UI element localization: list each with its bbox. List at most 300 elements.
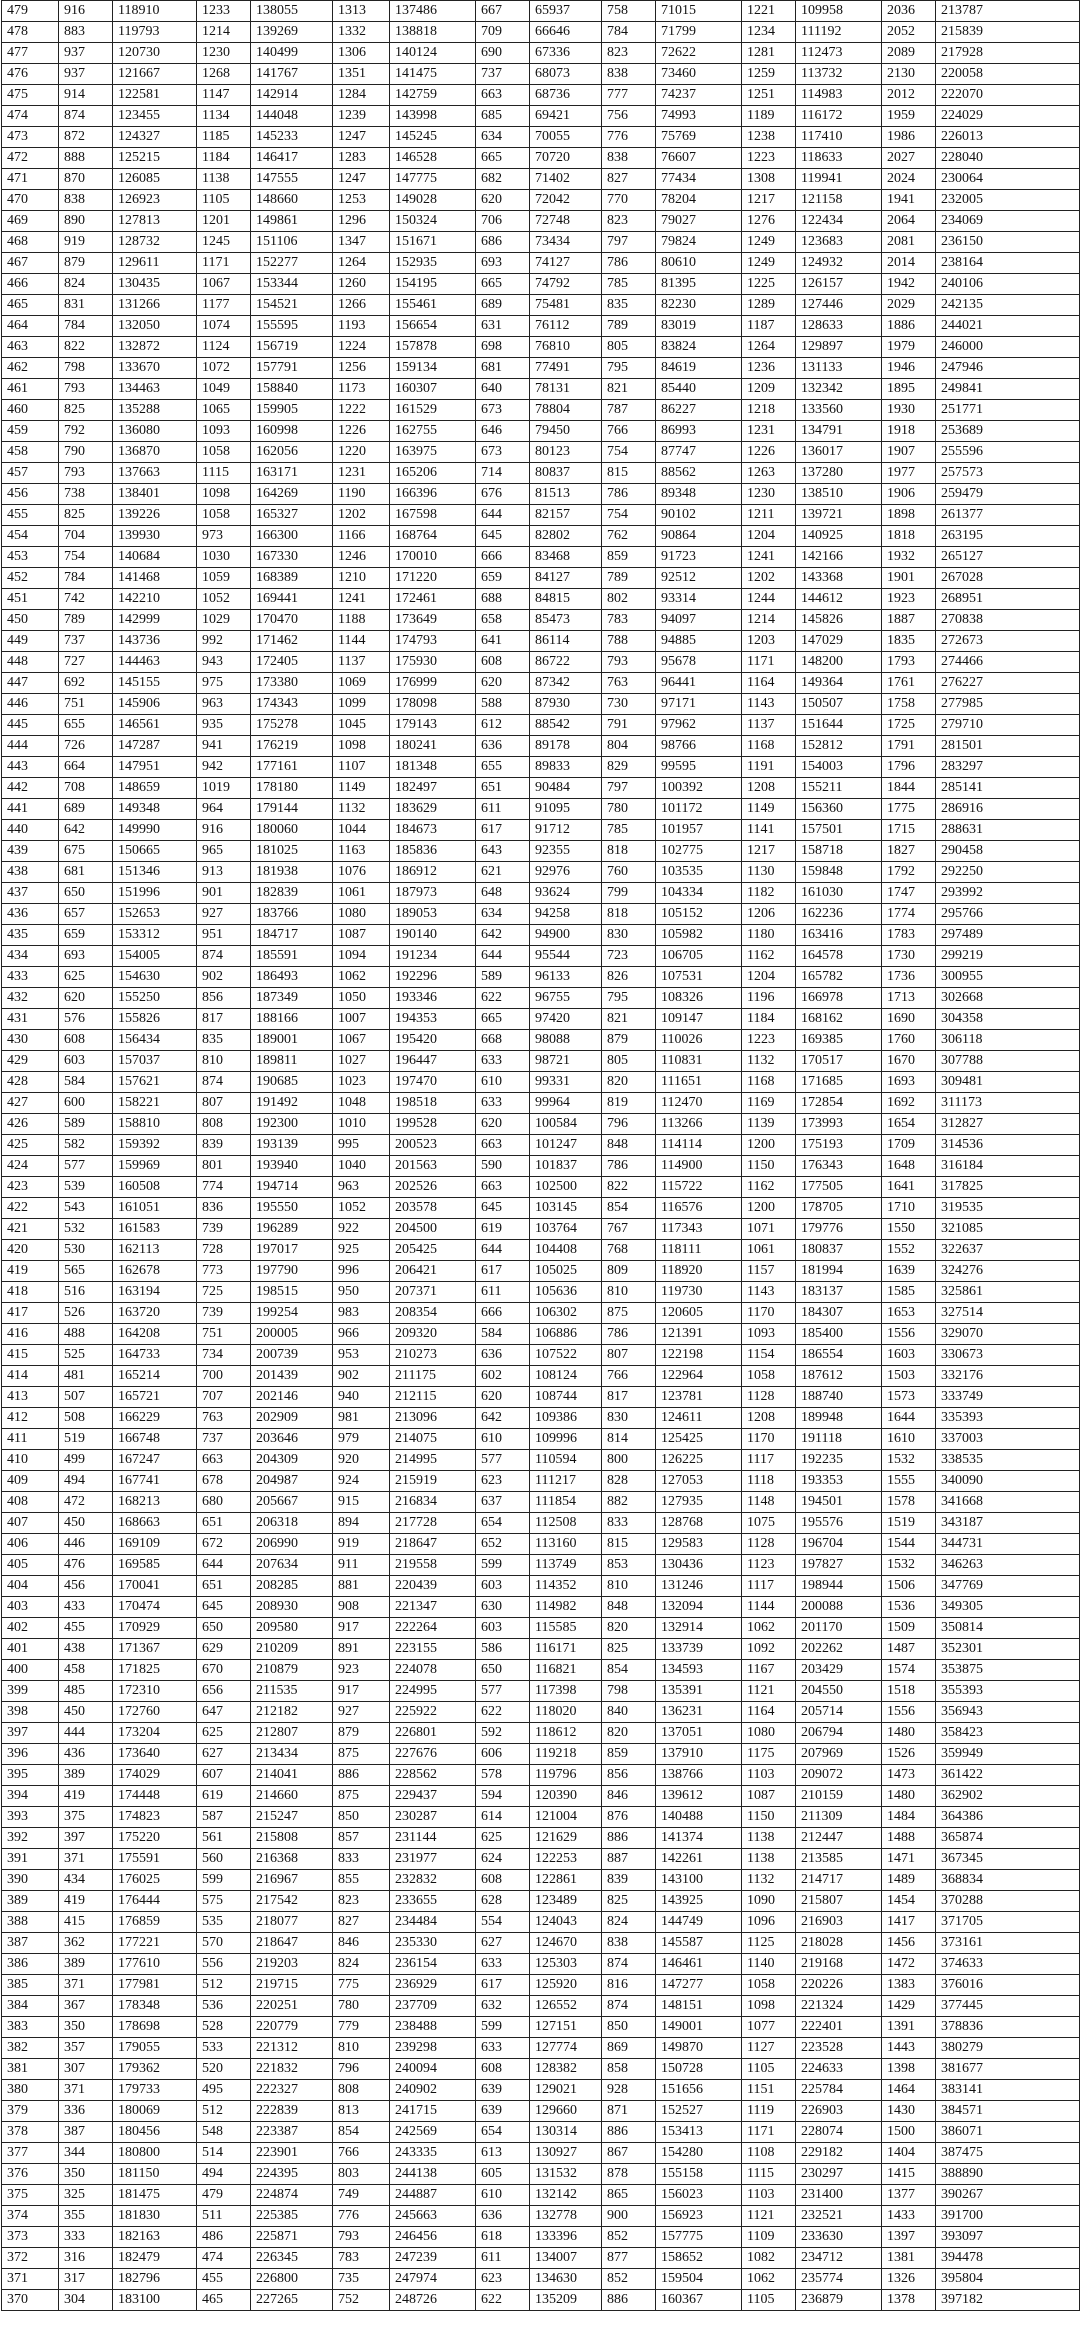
- cell-cumulative-5: 107531: [656, 967, 742, 988]
- cell-count-3: 850: [333, 1807, 390, 1828]
- cell-count-1: 433: [59, 1597, 113, 1618]
- cell-cumulative-2: 219715: [251, 1975, 333, 1996]
- cell-count-5: 810: [602, 1576, 656, 1597]
- cell-cumulative-7: 232005: [936, 190, 1080, 211]
- cell-cumulative-3: 238488: [390, 2017, 476, 2038]
- cell-count-4: 623: [476, 2269, 530, 2290]
- cell-count-4: 668: [476, 1030, 530, 1051]
- cell-count-7: 1500: [882, 2122, 936, 2143]
- cell-cumulative-7: 319535: [936, 1198, 1080, 1219]
- cell-count-1: 589: [59, 1114, 113, 1135]
- cell-cumulative-6: 148200: [796, 652, 882, 673]
- cell-count-3: 1023: [333, 1072, 390, 1093]
- cell-cumulative-1: 151346: [113, 862, 197, 883]
- cell-cumulative-5: 118920: [656, 1261, 742, 1282]
- cell-score: 430: [2, 1030, 59, 1051]
- cell-cumulative-6: 173993: [796, 1114, 882, 1135]
- cell-cumulative-4: 96133: [530, 967, 602, 988]
- cell-count-7: 1573: [882, 1387, 936, 1408]
- cell-cumulative-1: 126923: [113, 190, 197, 211]
- cell-cumulative-4: 99964: [530, 1093, 602, 1114]
- cell-score: 398: [2, 1702, 59, 1723]
- cell-cumulative-3: 178098: [390, 694, 476, 715]
- cell-count-4: 689: [476, 295, 530, 316]
- table-row: [2, 610, 1080, 631]
- cell-count-2: 810: [197, 1051, 251, 1072]
- cell-cumulative-4: 121004: [530, 1807, 602, 1828]
- cell-count-7: 1550: [882, 1219, 936, 1240]
- cell-count-6: 1223: [742, 1030, 796, 1051]
- cell-cumulative-6: 157501: [796, 820, 882, 841]
- cell-count-3: 1220: [333, 442, 390, 463]
- cell-cumulative-1: 169585: [113, 1555, 197, 1576]
- cell-count-6: 1121: [742, 1681, 796, 1702]
- cell-count-7: 1941: [882, 190, 936, 211]
- cell-count-3: 1283: [333, 148, 390, 169]
- cell-count-6: 1168: [742, 736, 796, 757]
- cell-cumulative-6: 201170: [796, 1618, 882, 1639]
- cell-count-6: 1230: [742, 484, 796, 505]
- cell-cumulative-2: 215247: [251, 1807, 333, 1828]
- cell-count-5: 822: [602, 1177, 656, 1198]
- cell-count-7: 1487: [882, 1639, 936, 1660]
- cell-cumulative-1: 180069: [113, 2101, 197, 2122]
- table-row: [2, 316, 1080, 337]
- cell-cumulative-3: 214995: [390, 1450, 476, 1471]
- cell-count-3: 1266: [333, 295, 390, 316]
- cell-count-2: 663: [197, 1450, 251, 1471]
- cell-cumulative-1: 158221: [113, 1093, 197, 1114]
- cell-cumulative-4: 120390: [530, 1786, 602, 1807]
- cell-cumulative-4: 118020: [530, 1702, 602, 1723]
- cell-count-5: 846: [602, 1786, 656, 1807]
- cell-count-4: 608: [476, 2059, 530, 2080]
- cell-count-6: 1090: [742, 1891, 796, 1912]
- table-row: [2, 946, 1080, 967]
- table-row: [2, 1975, 1080, 1996]
- cell-cumulative-6: 200088: [796, 1597, 882, 1618]
- cell-score: 436: [2, 904, 59, 925]
- cell-cumulative-3: 236154: [390, 1954, 476, 1975]
- cell-cumulative-5: 127935: [656, 1492, 742, 1513]
- cell-cumulative-5: 150728: [656, 2059, 742, 2080]
- cell-cumulative-2: 225871: [251, 2227, 333, 2248]
- cell-count-3: 1296: [333, 211, 390, 232]
- table-row: [2, 232, 1080, 253]
- cell-cumulative-5: 139612: [656, 1786, 742, 1807]
- cell-cumulative-2: 172405: [251, 652, 333, 673]
- cell-count-1: 532: [59, 1219, 113, 1240]
- cell-count-5: 876: [602, 1807, 656, 1828]
- cell-score: 440: [2, 820, 59, 841]
- cell-count-4: 612: [476, 715, 530, 736]
- cell-cumulative-1: 168213: [113, 1492, 197, 1513]
- cell-count-4: 652: [476, 1534, 530, 1555]
- cell-count-6: 1264: [742, 337, 796, 358]
- cell-count-4: 614: [476, 1807, 530, 1828]
- cell-count-4: 603: [476, 1576, 530, 1597]
- cell-cumulative-2: 210879: [251, 1660, 333, 1681]
- table-row: [2, 442, 1080, 463]
- cell-cumulative-6: 178705: [796, 1198, 882, 1219]
- cell-cumulative-4: 84127: [530, 568, 602, 589]
- table-row: [2, 2122, 1080, 2143]
- cell-cumulative-5: 141374: [656, 1828, 742, 1849]
- cell-count-5: 823: [602, 43, 656, 64]
- cell-cumulative-7: 371705: [936, 1912, 1080, 1933]
- cell-count-1: 708: [59, 778, 113, 799]
- cell-count-5: 804: [602, 736, 656, 757]
- cell-count-1: 419: [59, 1891, 113, 1912]
- cell-cumulative-2: 200739: [251, 1345, 333, 1366]
- cell-cumulative-7: 368834: [936, 1870, 1080, 1891]
- cell-cumulative-7: 359949: [936, 1744, 1080, 1765]
- cell-cumulative-4: 114982: [530, 1597, 602, 1618]
- cell-count-2: 839: [197, 1135, 251, 1156]
- cell-cumulative-6: 162236: [796, 904, 882, 925]
- cell-count-4: 665: [476, 148, 530, 169]
- cell-cumulative-4: 68736: [530, 85, 602, 106]
- cell-count-6: 1281: [742, 43, 796, 64]
- cell-count-1: 367: [59, 1996, 113, 2017]
- cell-count-7: 1417: [882, 1912, 936, 1933]
- cell-count-1: 659: [59, 925, 113, 946]
- cell-cumulative-1: 149990: [113, 820, 197, 841]
- cell-count-2: 739: [197, 1303, 251, 1324]
- cell-cumulative-2: 187349: [251, 988, 333, 1009]
- cell-count-2: 1134: [197, 106, 251, 127]
- table-row: [2, 1051, 1080, 1072]
- cell-count-3: 1351: [333, 64, 390, 85]
- cell-count-5: 795: [602, 358, 656, 379]
- cell-cumulative-6: 196704: [796, 1534, 882, 1555]
- cell-count-7: 1519: [882, 1513, 936, 1534]
- cell-count-4: 645: [476, 1198, 530, 1219]
- cell-count-5: 770: [602, 190, 656, 211]
- cell-count-6: 1162: [742, 946, 796, 967]
- cell-cumulative-4: 68073: [530, 64, 602, 85]
- table-row: [2, 2269, 1080, 2290]
- cell-score: 471: [2, 169, 59, 190]
- cell-cumulative-6: 213585: [796, 1849, 882, 1870]
- cell-cumulative-6: 111192: [796, 22, 882, 43]
- cell-cumulative-3: 230287: [390, 1807, 476, 1828]
- cell-cumulative-7: 324276: [936, 1261, 1080, 1282]
- cell-count-1: 890: [59, 211, 113, 232]
- cell-cumulative-4: 87930: [530, 694, 602, 715]
- table-row: [2, 694, 1080, 715]
- cell-cumulative-3: 150324: [390, 211, 476, 232]
- cell-count-7: 1690: [882, 1009, 936, 1030]
- cell-count-7: 1907: [882, 442, 936, 463]
- cell-cumulative-3: 246456: [390, 2227, 476, 2248]
- cell-count-6: 1151: [742, 2080, 796, 2101]
- cell-count-3: 920: [333, 1450, 390, 1471]
- cell-cumulative-3: 241715: [390, 2101, 476, 2122]
- cell-count-4: 588: [476, 694, 530, 715]
- cell-score: 473: [2, 127, 59, 148]
- cell-cumulative-7: 292250: [936, 862, 1080, 883]
- cell-score: 457: [2, 463, 59, 484]
- cell-cumulative-4: 92355: [530, 841, 602, 862]
- cell-cumulative-3: 179143: [390, 715, 476, 736]
- cell-count-1: 603: [59, 1051, 113, 1072]
- cell-count-3: 1094: [333, 946, 390, 967]
- cell-count-3: 813: [333, 2101, 390, 2122]
- cell-cumulative-5: 155158: [656, 2164, 742, 2185]
- cell-count-1: 444: [59, 1723, 113, 1744]
- cell-cumulative-6: 122434: [796, 211, 882, 232]
- cell-count-2: 1058: [197, 442, 251, 463]
- cell-cumulative-5: 72622: [656, 43, 742, 64]
- cell-count-7: 2036: [882, 1, 936, 22]
- cell-count-2: 629: [197, 1639, 251, 1660]
- cell-cumulative-1: 147287: [113, 736, 197, 757]
- cell-count-7: 1532: [882, 1450, 936, 1471]
- table-row: [2, 484, 1080, 505]
- cell-count-3: 1253: [333, 190, 390, 211]
- cell-cumulative-3: 199528: [390, 1114, 476, 1135]
- cell-cumulative-3: 222264: [390, 1618, 476, 1639]
- cell-score: 439: [2, 841, 59, 862]
- cell-score: 418: [2, 1282, 59, 1303]
- cell-count-7: 1480: [882, 1786, 936, 1807]
- cell-cumulative-5: 120605: [656, 1303, 742, 1324]
- cell-cumulative-7: 316184: [936, 1156, 1080, 1177]
- cell-cumulative-6: 118633: [796, 148, 882, 169]
- cell-count-1: 530: [59, 1240, 113, 1261]
- cell-count-7: 1415: [882, 2164, 936, 2185]
- cell-cumulative-7: 213787: [936, 1, 1080, 22]
- cell-count-2: 1115: [197, 463, 251, 484]
- cell-count-1: 519: [59, 1429, 113, 1450]
- cell-cumulative-5: 112470: [656, 1093, 742, 1114]
- table-row: [2, 148, 1080, 169]
- cell-count-6: 1092: [742, 1639, 796, 1660]
- cell-count-4: 623: [476, 1471, 530, 1492]
- cell-cumulative-7: 222070: [936, 85, 1080, 106]
- cell-cumulative-7: 393097: [936, 2227, 1080, 2248]
- cell-cumulative-5: 128768: [656, 1513, 742, 1534]
- cell-count-4: 630: [476, 1597, 530, 1618]
- cell-count-1: 525: [59, 1345, 113, 1366]
- cell-count-6: 1062: [742, 2269, 796, 2290]
- cell-cumulative-2: 184717: [251, 925, 333, 946]
- cell-cumulative-1: 178698: [113, 2017, 197, 2038]
- cell-count-3: 1306: [333, 43, 390, 64]
- cell-cumulative-6: 235774: [796, 2269, 882, 2290]
- cell-count-1: 914: [59, 85, 113, 106]
- cell-cumulative-7: 350814: [936, 1618, 1080, 1639]
- cell-cumulative-6: 225784: [796, 2080, 882, 2101]
- cell-count-6: 1223: [742, 148, 796, 169]
- cell-count-1: 304: [59, 2290, 113, 2311]
- cell-cumulative-7: 277985: [936, 694, 1080, 715]
- cell-cumulative-1: 150665: [113, 841, 197, 862]
- cell-count-7: 1710: [882, 1198, 936, 1219]
- cell-cumulative-6: 209072: [796, 1765, 882, 1786]
- cell-cumulative-2: 156719: [251, 337, 333, 358]
- cell-count-6: 1139: [742, 1114, 796, 1135]
- cell-score: 373: [2, 2227, 59, 2248]
- cell-count-6: 1103: [742, 1765, 796, 1786]
- cell-count-6: 1150: [742, 1807, 796, 1828]
- cell-score: 467: [2, 253, 59, 274]
- table-row: [2, 2206, 1080, 2227]
- cell-count-1: 784: [59, 316, 113, 337]
- cell-cumulative-3: 247974: [390, 2269, 476, 2290]
- cell-cumulative-5: 114900: [656, 1156, 742, 1177]
- cell-cumulative-4: 70720: [530, 148, 602, 169]
- cell-cumulative-4: 123489: [530, 1891, 602, 1912]
- cell-count-4: 619: [476, 1219, 530, 1240]
- table-row: [2, 85, 1080, 106]
- cell-cumulative-1: 178348: [113, 1996, 197, 2017]
- cell-cumulative-2: 151106: [251, 232, 333, 253]
- table-row: [2, 379, 1080, 400]
- cell-count-7: 1610: [882, 1429, 936, 1450]
- cell-count-3: 981: [333, 1408, 390, 1429]
- cell-count-1: 751: [59, 694, 113, 715]
- cell-cumulative-2: 138055: [251, 1, 333, 22]
- cell-score: 399: [2, 1681, 59, 1702]
- cell-count-2: 973: [197, 526, 251, 547]
- cell-cumulative-3: 170010: [390, 547, 476, 568]
- cell-cumulative-7: 244021: [936, 316, 1080, 337]
- cell-count-7: 1792: [882, 862, 936, 883]
- cell-count-5: 840: [602, 1702, 656, 1723]
- cell-count-3: 1264: [333, 253, 390, 274]
- cell-cumulative-5: 93314: [656, 589, 742, 610]
- cell-count-6: 1241: [742, 547, 796, 568]
- cell-cumulative-1: 176444: [113, 1891, 197, 1912]
- cell-cumulative-5: 153413: [656, 2122, 742, 2143]
- cell-cumulative-1: 162678: [113, 1261, 197, 1282]
- cell-cumulative-3: 161529: [390, 400, 476, 421]
- cell-count-6: 1108: [742, 2143, 796, 2164]
- table-row: [2, 2101, 1080, 2122]
- cell-count-4: 633: [476, 1051, 530, 1072]
- cell-count-1: 838: [59, 190, 113, 211]
- cell-count-1: 481: [59, 1366, 113, 1387]
- cell-score: 443: [2, 757, 59, 778]
- table-row: [2, 1639, 1080, 1660]
- cell-cumulative-7: 346263: [936, 1555, 1080, 1576]
- cell-cumulative-3: 183629: [390, 799, 476, 820]
- cell-count-4: 577: [476, 1450, 530, 1471]
- cell-count-4: 686: [476, 232, 530, 253]
- cell-count-5: 859: [602, 1744, 656, 1765]
- cell-cumulative-7: 255596: [936, 442, 1080, 463]
- cell-count-1: 375: [59, 1807, 113, 1828]
- cell-cumulative-7: 390267: [936, 2185, 1080, 2206]
- cell-count-6: 1196: [742, 988, 796, 1009]
- cell-score: 429: [2, 1051, 59, 1072]
- cell-cumulative-3: 216834: [390, 1492, 476, 1513]
- cell-cumulative-5: 156923: [656, 2206, 742, 2227]
- cell-cumulative-1: 131266: [113, 295, 197, 316]
- cell-cumulative-4: 86722: [530, 652, 602, 673]
- table-row: [2, 568, 1080, 589]
- table-row: [2, 2290, 1080, 2311]
- cell-count-5: 874: [602, 1996, 656, 2017]
- cell-count-3: 855: [333, 1870, 390, 1891]
- table-row: [2, 1450, 1080, 1471]
- cell-count-7: 1918: [882, 421, 936, 442]
- cell-cumulative-7: 329070: [936, 1324, 1080, 1345]
- cell-cumulative-3: 190140: [390, 925, 476, 946]
- cell-cumulative-3: 221347: [390, 1597, 476, 1618]
- cell-cumulative-1: 119793: [113, 22, 197, 43]
- cell-count-5: 783: [602, 610, 656, 631]
- cell-cumulative-1: 166748: [113, 1429, 197, 1450]
- cell-cumulative-4: 73434: [530, 232, 602, 253]
- cell-cumulative-7: 270838: [936, 610, 1080, 631]
- cell-count-5: 763: [602, 673, 656, 694]
- cell-count-6: 1184: [742, 1009, 796, 1030]
- cell-cumulative-2: 217542: [251, 1891, 333, 1912]
- cell-cumulative-6: 175193: [796, 1135, 882, 1156]
- cell-cumulative-3: 231144: [390, 1828, 476, 1849]
- cell-count-1: 576: [59, 1009, 113, 1030]
- cell-score: 478: [2, 22, 59, 43]
- cell-count-1: 450: [59, 1702, 113, 1723]
- cell-count-4: 586: [476, 1639, 530, 1660]
- cell-count-6: 1244: [742, 589, 796, 610]
- cell-score: 384: [2, 1996, 59, 2017]
- cell-count-6: 1128: [742, 1534, 796, 1555]
- cell-cumulative-3: 227676: [390, 1744, 476, 1765]
- cell-count-1: 584: [59, 1072, 113, 1093]
- cell-count-7: 1326: [882, 2269, 936, 2290]
- cell-cumulative-4: 79450: [530, 421, 602, 442]
- cell-count-4: 620: [476, 190, 530, 211]
- table-row: [2, 1324, 1080, 1345]
- cell-cumulative-7: 224029: [936, 106, 1080, 127]
- cell-count-2: 951: [197, 925, 251, 946]
- cell-cumulative-4: 117398: [530, 1681, 602, 1702]
- cell-count-5: 805: [602, 337, 656, 358]
- cell-cumulative-6: 144612: [796, 589, 882, 610]
- cell-cumulative-2: 177161: [251, 757, 333, 778]
- cell-cumulative-5: 97962: [656, 715, 742, 736]
- cell-count-7: 1886: [882, 316, 936, 337]
- cell-count-3: 775: [333, 1975, 390, 1996]
- cell-count-2: 774: [197, 1177, 251, 1198]
- cell-cumulative-3: 140124: [390, 43, 476, 64]
- cell-count-2: 651: [197, 1513, 251, 1534]
- cell-cumulative-4: 111217: [530, 1471, 602, 1492]
- cell-cumulative-7: 377445: [936, 1996, 1080, 2017]
- cell-cumulative-5: 145587: [656, 1933, 742, 1954]
- cell-cumulative-7: 307788: [936, 1051, 1080, 1072]
- cell-cumulative-3: 243335: [390, 2143, 476, 2164]
- cell-count-3: 1137: [333, 652, 390, 673]
- cell-cumulative-7: 343187: [936, 1513, 1080, 1534]
- cell-cumulative-1: 159392: [113, 1135, 197, 1156]
- table-row: [2, 967, 1080, 988]
- cell-cumulative-4: 125303: [530, 1954, 602, 1975]
- cell-count-5: 826: [602, 967, 656, 988]
- cell-count-3: 1062: [333, 967, 390, 988]
- cell-count-6: 1109: [742, 2227, 796, 2248]
- cell-count-4: 633: [476, 1954, 530, 1975]
- cell-score: 407: [2, 1513, 59, 1534]
- cell-count-3: 1044: [333, 820, 390, 841]
- cell-count-1: 620: [59, 988, 113, 1009]
- table-row: [2, 547, 1080, 568]
- cell-count-2: 511: [197, 2206, 251, 2227]
